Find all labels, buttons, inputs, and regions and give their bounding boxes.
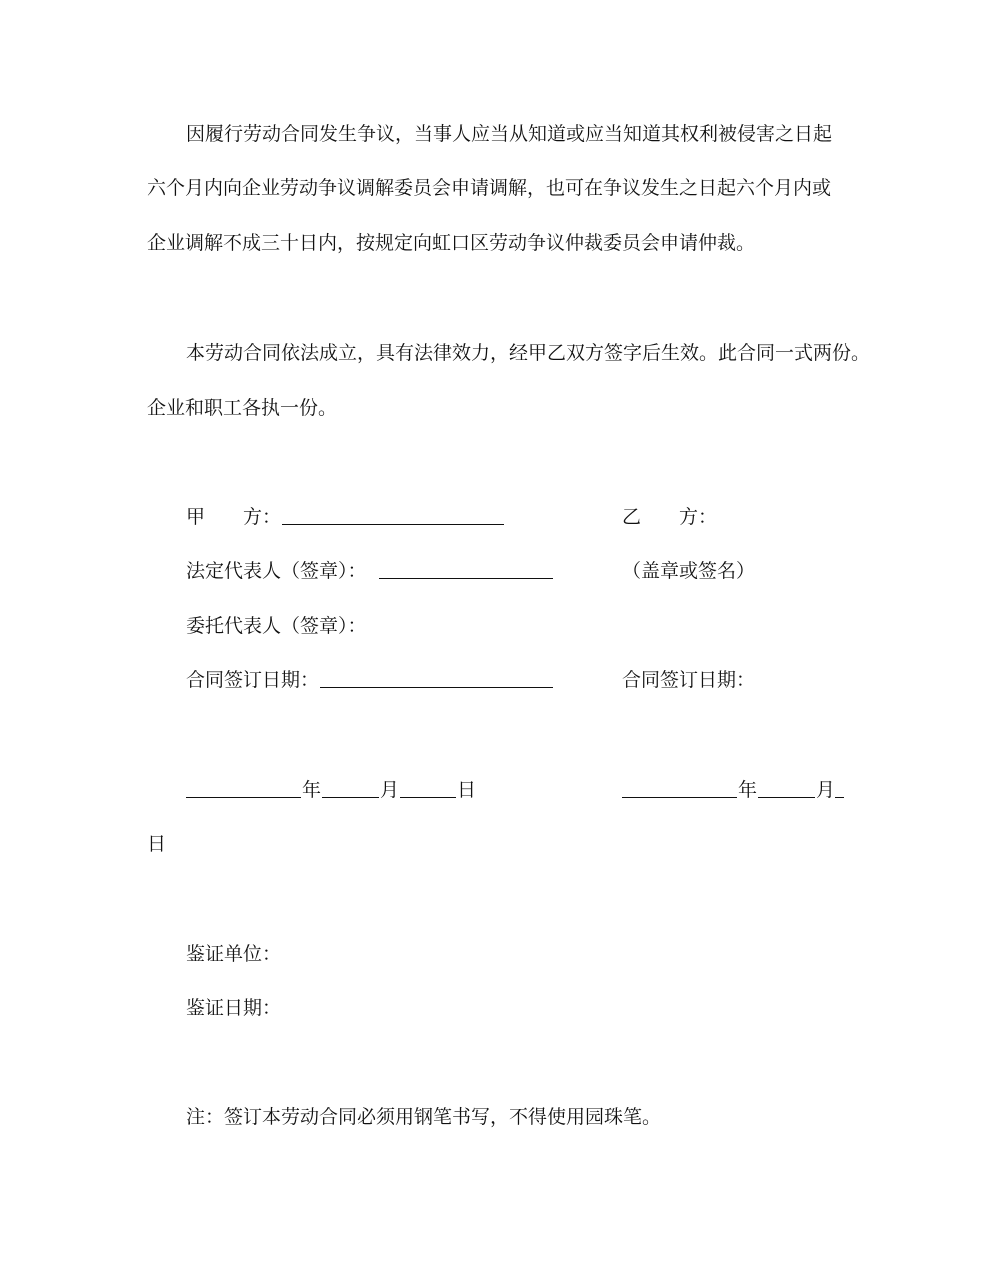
legal-representative-blank[interactable] bbox=[379, 578, 553, 579]
party-a-blank[interactable] bbox=[282, 524, 504, 525]
party-b-day-char: 日 bbox=[147, 833, 167, 855]
paragraph-2-line-2: 企业和职工各执一份。 bbox=[147, 397, 338, 419]
contract-signing-date-blank-a[interactable] bbox=[320, 687, 553, 688]
party-b-day-blank[interactable] bbox=[835, 797, 844, 798]
party-b-year-blank[interactable] bbox=[622, 797, 737, 798]
paragraph-1-line-1: 因履行劳动合同发生争议，当事人应当从知道或应当知道其权利被侵害之日起 bbox=[186, 123, 833, 145]
contract-signing-date-label-b: 合同签订日期： bbox=[622, 669, 756, 691]
party-b-month-blank[interactable] bbox=[758, 797, 815, 798]
party-a-month-blank[interactable] bbox=[322, 797, 379, 798]
party-b-label: 乙 方： bbox=[622, 506, 718, 528]
legal-representative-label: 法定代表人（签章）： bbox=[186, 560, 367, 582]
party-b-year-char: 年 bbox=[738, 779, 758, 801]
party-a-day-char: 日 bbox=[457, 779, 477, 801]
party-a-day-blank[interactable] bbox=[400, 797, 456, 798]
party-a-year-char: 年 bbox=[302, 779, 322, 801]
entrusted-representative-label: 委托代表人（签章）： bbox=[186, 615, 367, 637]
contract-signing-date-label-a: 合同签订日期： bbox=[186, 669, 320, 691]
paragraph-1-line-3: 企业调解不成三十日内，按规定向虹口区劳动争议仲裁委员会申请仲裁。 bbox=[147, 232, 756, 254]
paragraph-1-line-2: 六个月内向企业劳动争议调解委员会申请调解，也可在争议发生之日起六个月内或 bbox=[147, 177, 832, 199]
paragraph-2-line-1: 本劳动合同依法成立，具有法律效力，经甲乙双方签字后生效。此合同一式两份。 bbox=[186, 342, 871, 364]
party-a-year-blank[interactable] bbox=[186, 797, 301, 798]
party-a-month-char: 月 bbox=[380, 779, 400, 801]
verification-date-label: 鉴证日期： bbox=[186, 997, 282, 1019]
pen-usage-note: 注：签订本劳动合同必须用钢笔书写，不得使用园珠笔。 bbox=[186, 1106, 662, 1128]
seal-or-signature-note: （盖章或签名） bbox=[622, 560, 756, 582]
party-a-label: 甲 方： bbox=[186, 506, 282, 528]
party-b-month-char: 月 bbox=[816, 779, 836, 801]
verification-unit-label: 鉴证单位： bbox=[186, 943, 282, 965]
